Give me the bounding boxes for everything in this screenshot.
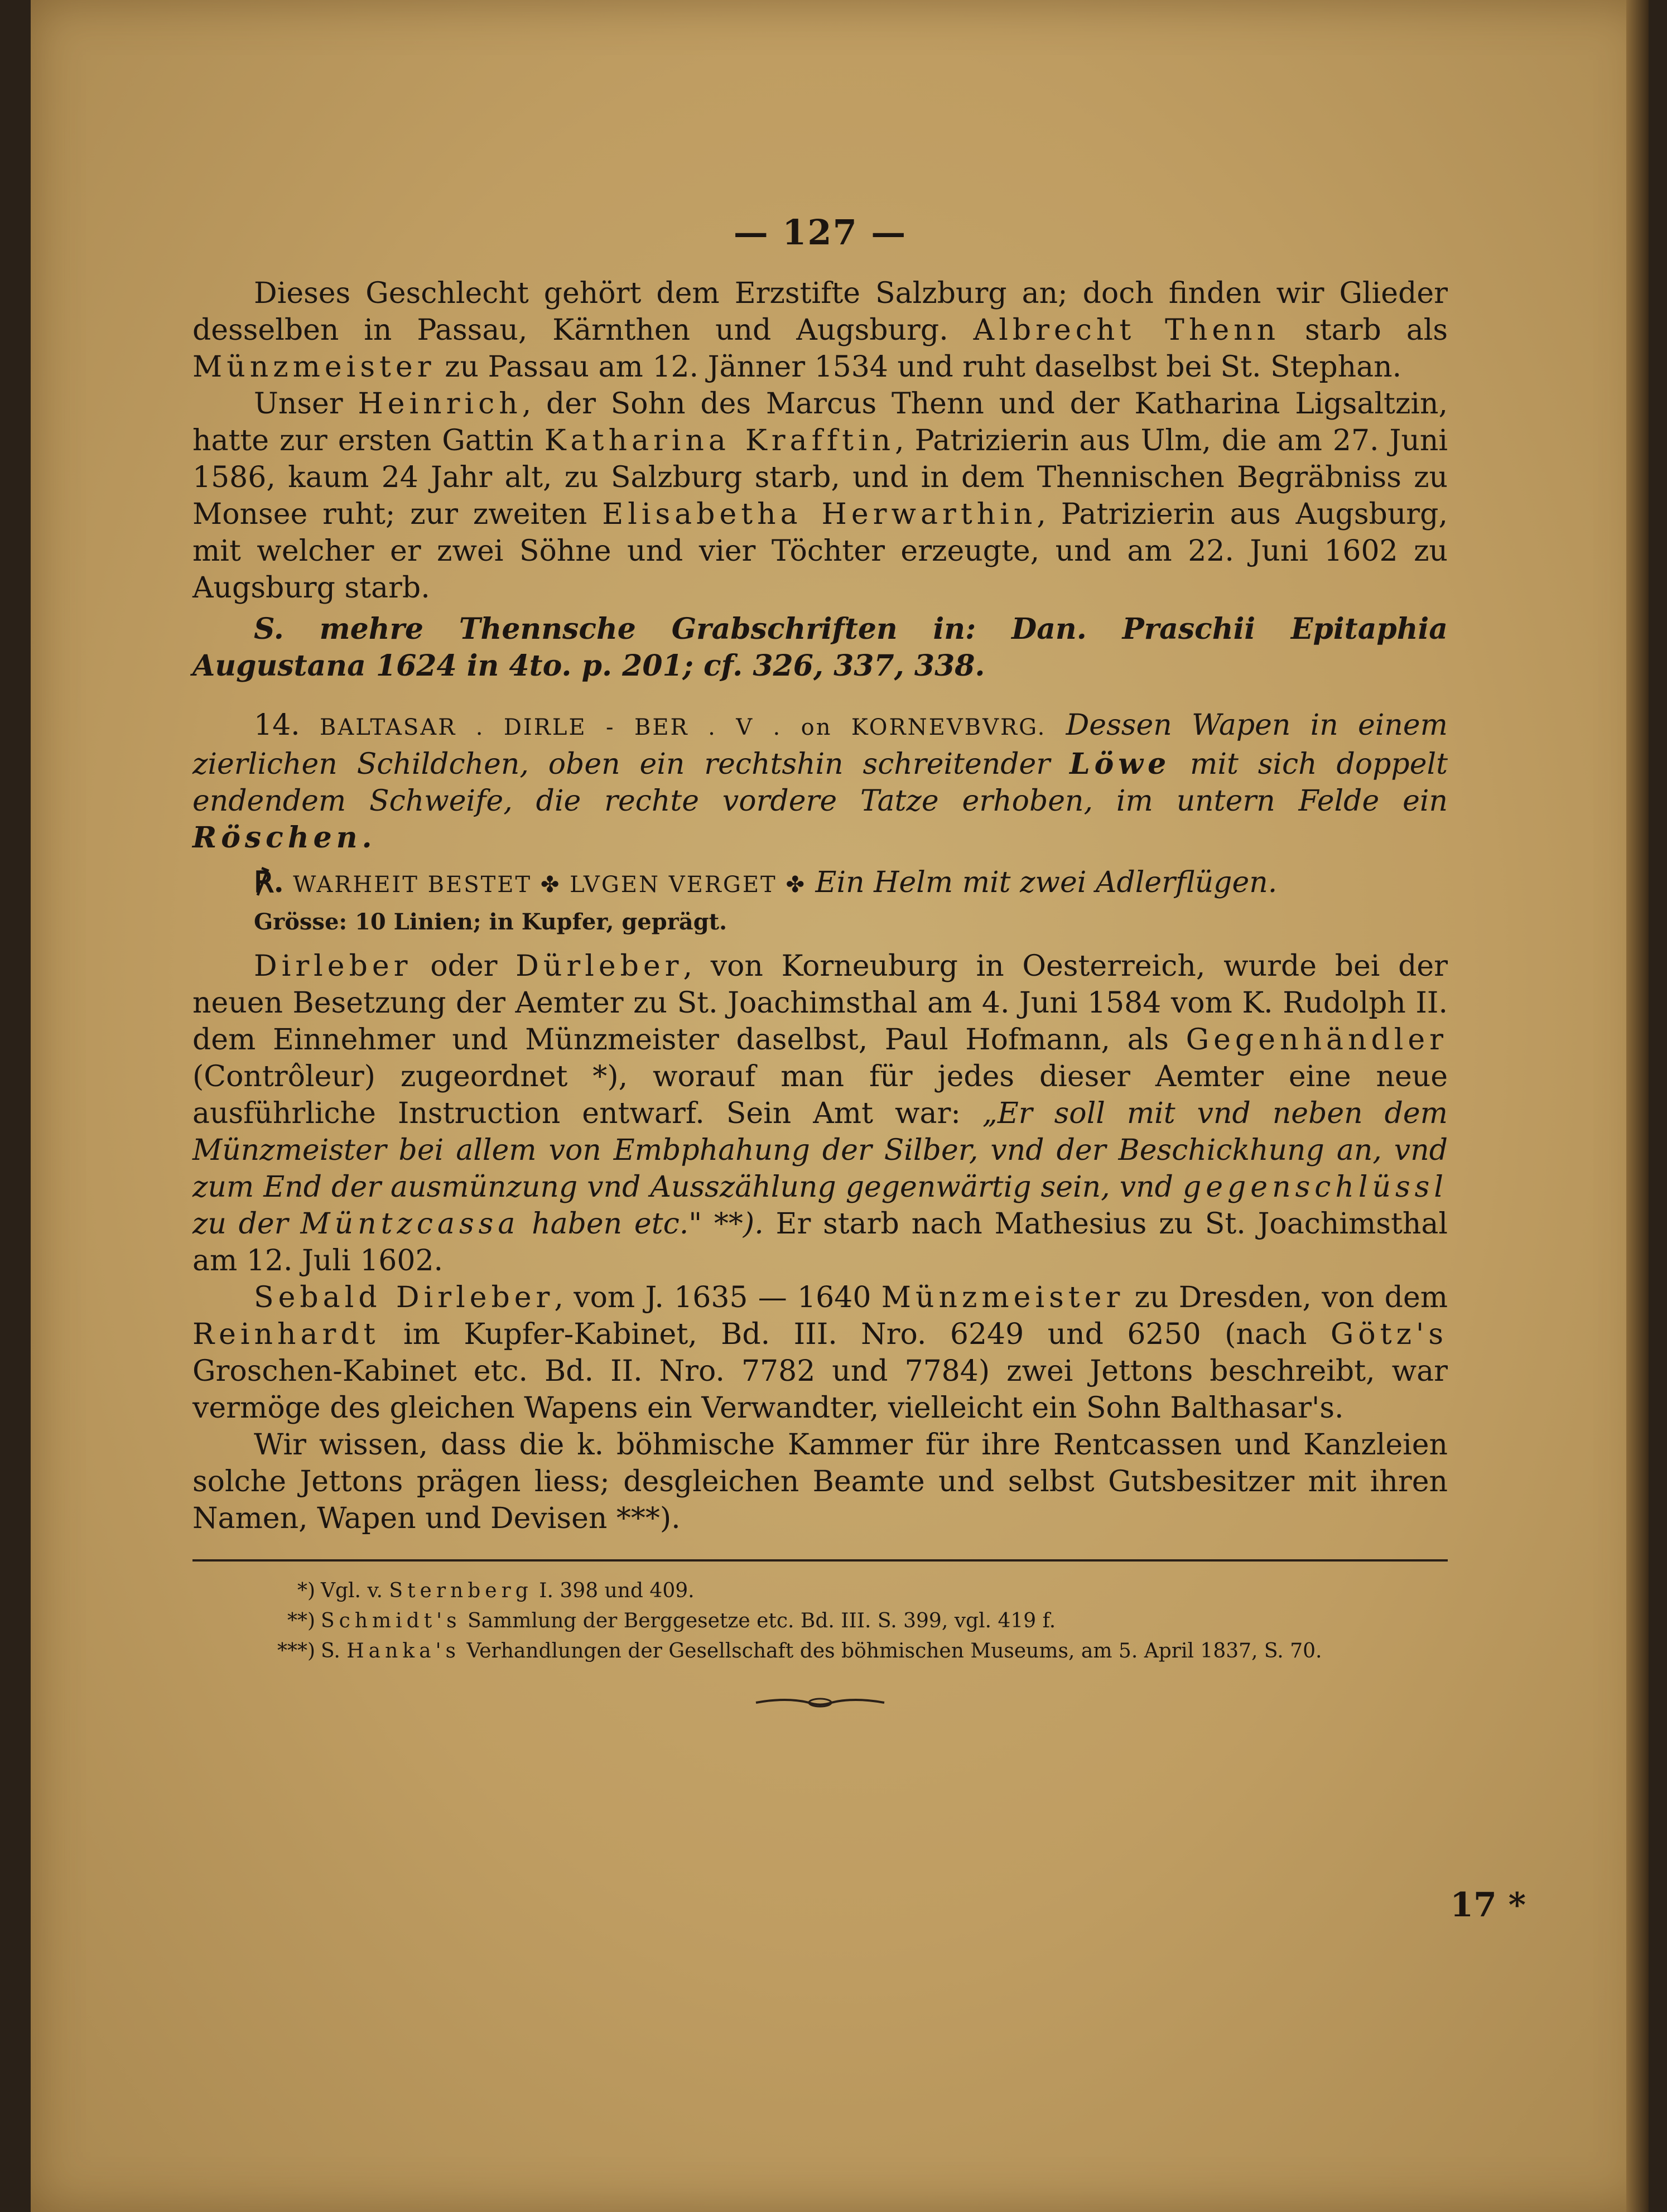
footnote-1: *) Vgl. v. Sternberg I. 398 und 409. <box>297 1579 695 1602</box>
coin-legend: BALTASAR . DIRLE - BER . V . on KORNEVBVRG. <box>319 715 1047 740</box>
instruction-quote: „Er soll mit vnd neben dem Münzmeister bei allem von Embphahung der Silber, vnd der Beschickhung an, vnd zum End der ausmünzung vnd Ausszählung gegenwärtig sein, vnd <box>192 1097 1448 1204</box>
paragraph-4: Sebald Dirleber, vom J. 1635 — 1640 Münzmeister zu Dresden, von dem Reinhardt im Kupfer-Kabinet, Bd. III. Nro. 6249 und 6250 (nach Götz's Groschen-Kabinet etc. Bd. II. Nro. 7782 und 7784) zwei Jettons beschreibt, war vermöge des gleichen Wapens ein Verwandter, vielleicht ein Sohn Balthasar's. <box>192 1281 1448 1425</box>
paragraph-1: Dieses Geschlecht gehört dem Erzstifte Salzburg an; doch finden wir Glieder desselben in Passau, Kärnthen und Augsburg. Albrecht Thenn starb als Münzmeister zu Passau am 12. Jänner 1534 und ruht daselbst bei St. Stephan. <box>192 277 1448 384</box>
coin-size: Grösse: 10 Linien; in Kupfer, geprägt. <box>254 909 727 935</box>
name-heinrich: Heinrich <box>358 387 522 421</box>
reference-epitaphia: S. mehre Thennsche Grabschriften in: Dan. Praschii Epitaphia Augustana 1624 in 4to. p. 201; cf. 326, 337, 338. <box>192 612 1448 683</box>
paragraph-5: Wir wissen, dass die k. böhmische Kammer für ihre Rentcassen und Kanzleien solche Jettons prägen liess; desgleichen Beamte und selbst Gutsbesitzer mit ihren Namen, Wapen und Devisen ***). <box>192 1428 1448 1535</box>
name-katharina-krafftin: Katharina Krafftin <box>544 424 895 457</box>
page-number: — 127 — <box>733 212 907 253</box>
page-binding-shadow <box>1626 0 1649 2212</box>
footnote-3: ***) S. Hanka's Verhandlungen der Gesellschaft des böhmischen Museums, am 5. April 1837, S. 70. <box>277 1640 1322 1662</box>
reverse-legend: WARHEIT BESTET ✤ LVGEN VERGET ✤ <box>293 872 806 898</box>
footnote-divider <box>192 1559 1448 1562</box>
coin-reverse: ℟. WARHEIT BESTET ✤ LVGEN VERGET ✤ Ein Helm mit zwei Adlerflügen. <box>254 865 1278 899</box>
signature-mark: 17 * <box>1450 1886 1526 1925</box>
page-content <box>192 212 1448 1711</box>
paragraph-3: Dirleber oder Dürleber, von Korneuburg in Oesterreich, wurde bei der neuen Besetzung der Aemter zu St. Joachimsthal am 4. Juni 1584 vom K. Rudolph II. dem Einnehmer und Münzmeister daselbst, Paul Hofmann, als Gegenhändler (Contrôleur) zugeordnet *), worauf man für jedes dieser Aemter eine neue ausführliche Instruction entwarf. Sein Amt war: „Er soll mit vnd neben dem Münzmeister bei allem von Embphahung der Silber, vnd der Beschickhung an, vnd zum End der ausmünzung vnd Ausszählung gegenwärtig sein, vnd gegenschlüssl zu der Müntzcassa haben etc." **). Er starb nach Mathesius zu St. Joachimsthal am 12. Juli 1602. <box>192 950 1448 1278</box>
end-ornament-icon <box>753 1694 887 1711</box>
name-elisabetha-herwarthin: Elisabetha Herwarthin <box>602 498 1037 531</box>
name-albrecht-thenn: Albrecht Thenn <box>973 314 1280 347</box>
book-page <box>31 0 1649 2212</box>
footnote-2: **) Schmidt's Sammlung der Berggesetze etc. Bd. III. S. 399, vgl. 419 f. <box>287 1609 1056 1632</box>
paragraph-2: Unser Heinrich, der Sohn des Marcus Thenn und der Katharina Ligsaltzin, hatte zur ersten Gattin Katharina Krafftin, Patrizierin aus Ulm, die am 27. Juni 1586, kaum 24 Jahr alt, zu Salzburg starb, und in dem Thennischen Begräbniss zu Monsee ruht; zur zweiten Elisabetha Herwarthin, Patrizierin aus Augsburg, mit welcher er zwei Söhne und vier Töchter erzeugte, und am 22. Juni 1602 zu Augsburg starb. <box>192 387 1448 605</box>
coin-entry-14: 14. BALTASAR . DIRLE - BER . V . on KORNEVBVRG. Dessen Wapen in einem zierlichen Schildchen, oben ein rechtshin schreitender Löwe mit sich doppelt endendem Schweife, die rechte vordere Tatze erhoben, im untern Felde ein Röschen. <box>192 709 1448 855</box>
